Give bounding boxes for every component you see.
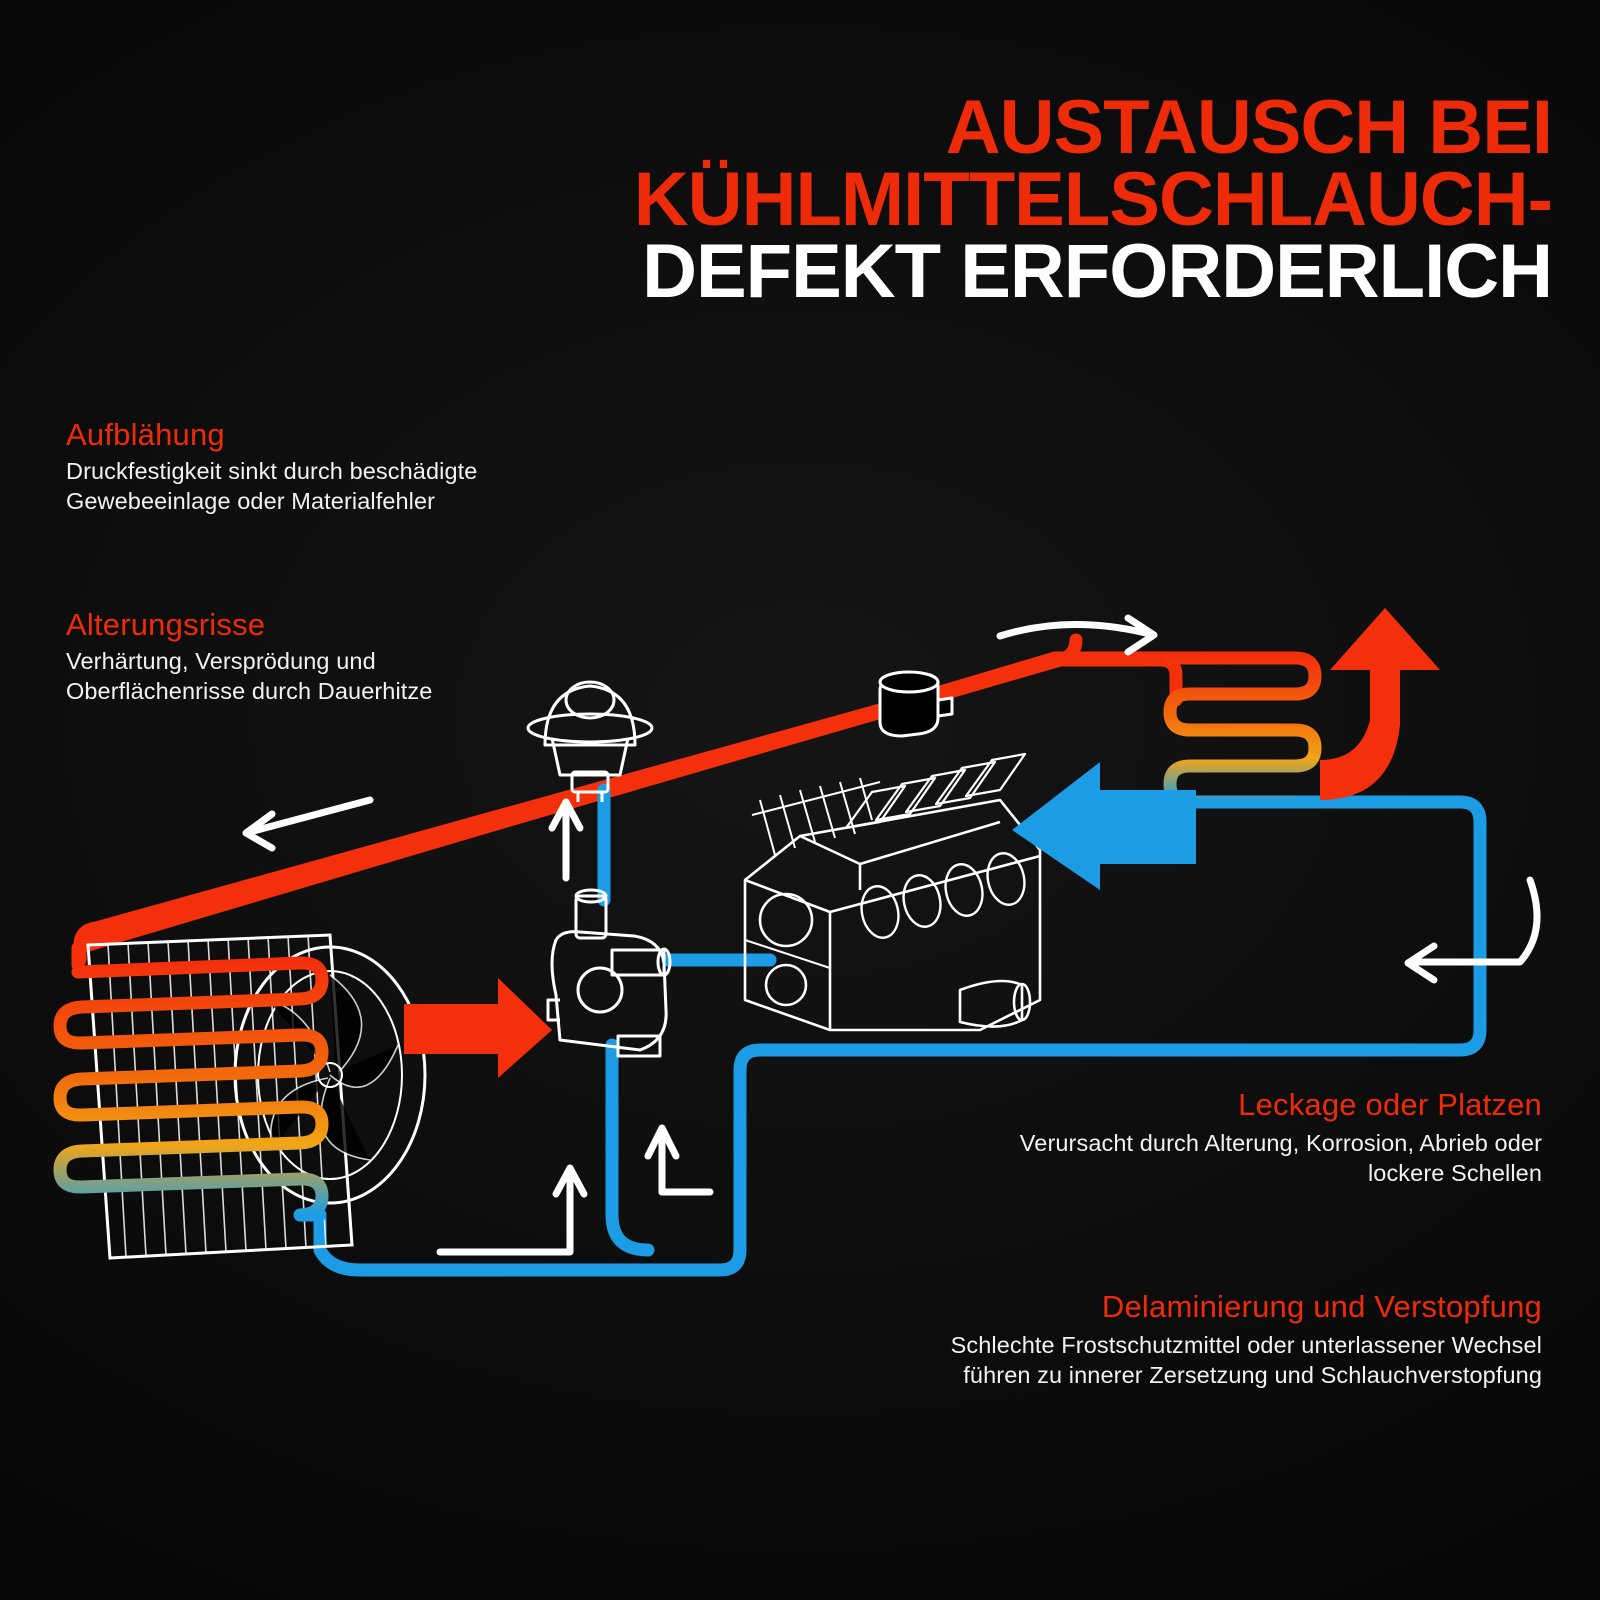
- callout-alterungsrisse-body: Verhärtung, Versprödung und Oberflächenrisse durch Dauerhitze: [66, 648, 433, 705]
- callout-alterungsrisse: [66, 608, 536, 707]
- heater-core: [1170, 658, 1315, 802]
- callout-leckage: [982, 1088, 1542, 1189]
- callout-leckage-body: Verursacht durch Alterung, Korrosion, Abrieb oder lockere Schellen: [1019, 1130, 1542, 1187]
- radiator: [60, 935, 425, 1258]
- callout-alterungsrisse-heading: Alterungsrisse: [66, 607, 266, 642]
- title-line-3: DEFEKT ERFORDERLICH: [642, 229, 1552, 315]
- hose-clamp: [880, 672, 952, 736]
- callout-delaminierung: [902, 1290, 1542, 1391]
- engine-block: [745, 754, 1040, 1030]
- callout-aufblaehung-heading: Aufblähung: [66, 417, 225, 452]
- title-line-2: KÜHLMITTELSCHLAUCH-: [633, 157, 1552, 243]
- callout-leckage-heading: Leckage oder Platzen: [1238, 1087, 1542, 1122]
- callout-delaminierung-heading: Delaminierung und Verstopfung: [1101, 1289, 1542, 1324]
- callout-aufblaehung: [66, 418, 536, 517]
- callout-aufblaehung-body: Druckfestigkeit sinkt durch beschädigte Gewebeeinlage oder Materialfehler: [66, 458, 478, 515]
- water-pump: [548, 890, 670, 1056]
- title-line-1: AUSTAUSCH BEI: [945, 85, 1552, 170]
- hot-flow-arrow-radiator: [404, 978, 552, 1078]
- hot-flow-arrow-right: [1320, 608, 1440, 800]
- callout-delaminierung-body: Schlechte Frostschutzmittel oder unterlassener Wechsel führen zu innerer Zersetzung und Schlauchverstopfung: [950, 1332, 1542, 1389]
